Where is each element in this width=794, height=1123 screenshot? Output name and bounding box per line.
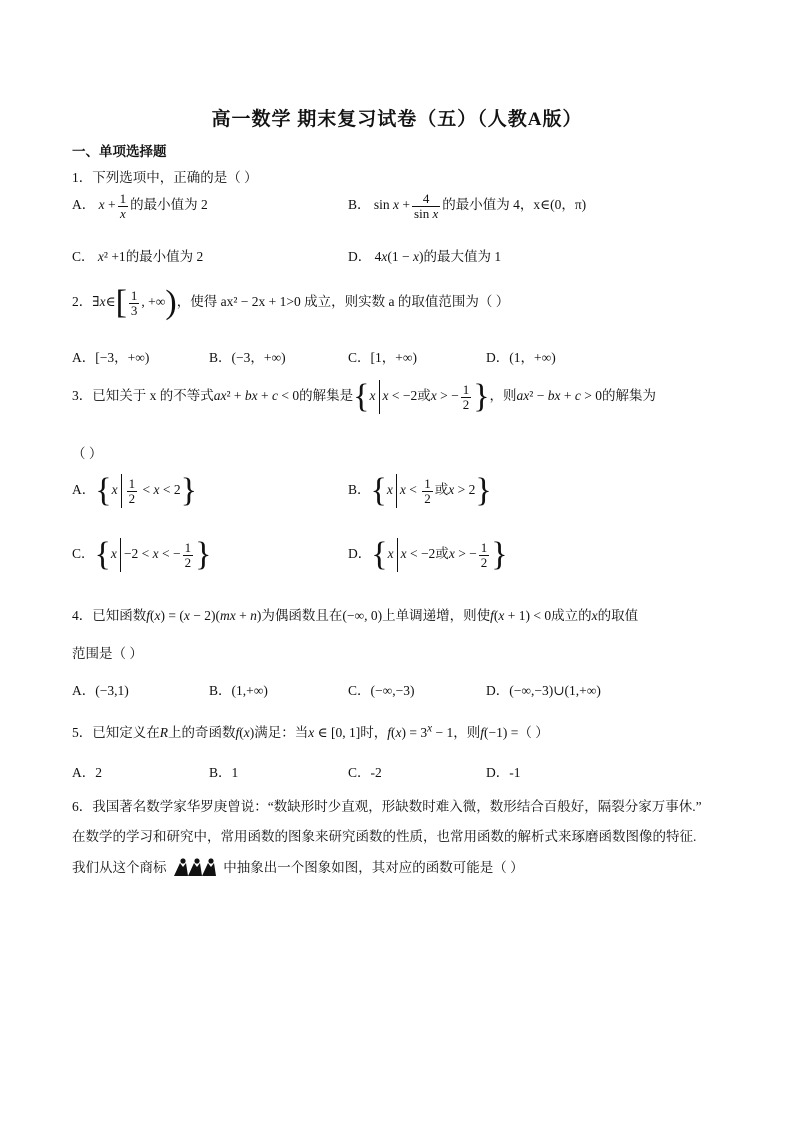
q3-stem: 3．已知关于 x 的不等式ax² + bx + c < 0的解集是{x x < −2或x > − $\frac{1}{2}$ }，则ax² − bx + c > 0的解集为 xyxy=(72,378,656,415)
q6-line1: 6．我国著名数学家华罗庚曾说：“数缺形时少直观，形缺数时难入微，数形结合百般好，隔裂分家万事休.” xyxy=(72,799,702,814)
q1-option-a-text: 的最小值为 2 xyxy=(130,197,208,213)
q5-stem-a: 5．已知定义在 xyxy=(72,725,160,740)
q1-option-d-label: D． xyxy=(348,249,372,264)
q1-option-b: B． sin x + $\frac{4}{\text{sin x}}$ 的最小值为 4，x∈(0，π) xyxy=(348,191,587,221)
q3-option-b: B．{x x < $\frac{1}{2}$ 或x > 2} xyxy=(348,472,492,509)
q5-stem-e: ，则 xyxy=(453,725,481,740)
q2-option-d: D．(1，+∞) xyxy=(486,350,556,365)
q4-stem-a: 4．已知函数 xyxy=(72,608,147,623)
q4-stem: 4．已知函数f(x) = (x − 2)(mx + n)为偶函数且在(−∞, 0)上单调递增，则使f(x + 1) < 0成立的x的取值 xyxy=(72,608,639,623)
q4-stem-b: 为偶函数且在 xyxy=(261,608,343,623)
q2-option-a: A．[−3，+∞) xyxy=(72,350,150,365)
q2-stem: 2．∃x∈[ $\frac{1}{3}$ , +∞)，使得 ax² − 2x + 1>0 成立，则实数 a 的取值范围为（ ） xyxy=(72,284,510,321)
q2-option-b: B．(−3，+∞) xyxy=(209,350,286,365)
q4-stem-d: 成立的 xyxy=(551,608,592,623)
q3-stem-prefix: 3．已知关于 x 的不等式 xyxy=(72,388,214,404)
kappa-logo-icon xyxy=(172,857,218,881)
q5-stem-b: 上的奇函数 xyxy=(168,725,236,740)
q4-stem-e: 的取值 xyxy=(597,608,639,623)
q1-option-d-text: 的最大值为 1 xyxy=(423,249,502,264)
q1-option-c: C． x² +1的最小值为 2 xyxy=(72,249,204,264)
q5-option-c: C．-2 xyxy=(348,765,382,780)
q3-option-d: D．{x x < −2或x > − $\frac{1}{2}$ } xyxy=(348,536,508,573)
q6-line3 xyxy=(72,856,524,881)
q5-stem-c: 满足：当 xyxy=(254,725,309,740)
q1-option-b-text: 的最小值为 4，x∈(0，π) xyxy=(442,197,587,213)
q1-option-b-label: B． xyxy=(348,197,371,213)
q4-stem-line2: 范围是（ ） xyxy=(72,646,143,661)
q5-option-d: D．-1 xyxy=(486,765,521,780)
q4-option-c: C．(−∞,−3) xyxy=(348,683,415,698)
q6-line3a: 我们从这个商标 xyxy=(72,860,167,875)
q3-option-c: C．{x −2 < x < − $\frac{1}{2}$ } xyxy=(72,536,212,573)
q3-stem-mid: 的解集是 xyxy=(299,388,354,404)
q4-option-a: A．(−3,1) xyxy=(72,683,129,698)
q6-line3b: 中抽象出一个图象如图，其对应的函数可能是（ ） xyxy=(223,860,524,875)
q3-stem-end: 的解集为 xyxy=(601,388,656,404)
q5-stem-d: 时， xyxy=(360,725,388,740)
q4-option-b: B．(1,+∞) xyxy=(209,683,268,698)
page-title: 高一数学 期末复习试卷（五）（人教A版） xyxy=(211,109,583,130)
section-heading: 一、单项选择题 xyxy=(72,144,167,159)
q5-option-a: A．2 xyxy=(72,765,102,780)
q1-stem: 1．下列选项中，正确的是（ ） xyxy=(72,170,258,185)
q5-stem-f: （ ） xyxy=(518,725,549,740)
q3-paren: （ ） xyxy=(72,446,103,461)
q1-option-c-text: 的最小值为 2 xyxy=(125,249,204,264)
q2-option-c: C．[1，+∞) xyxy=(348,350,417,365)
q3-stem-suffix: ，则 xyxy=(489,388,517,404)
q4-stem-c: 上单调递增，则使 xyxy=(382,608,491,623)
q6-line2: 在数学的学习和研究中，常用函数的图象来研究函数的性质，也常用函数的解析式来琢磨函数图像的特征. xyxy=(72,829,697,844)
q4-option-d: D．(−∞,−3)∪(1,+∞) xyxy=(486,683,601,698)
q2-stem-text: ，使得 ax² − 2x + 1>0 成立，则实数 a 的取值范围为（ ） xyxy=(176,294,510,310)
q1-option-d: D． 4x(1 − x)的最大值为 1 xyxy=(348,249,502,264)
q5-option-b: B．1 xyxy=(209,765,239,780)
q1-option-a-label: A． xyxy=(72,197,96,213)
q5-stem: 5．已知定义在R上的奇函数f(x)满足：当x ∈ [0, 1]时，$f(x) = 3^x - 1$，则f(−1) =（ ） xyxy=(72,722,549,740)
q1-option-a: A． x + $\frac{1}{x}$ 的最小值为 2 xyxy=(72,191,208,221)
q1-option-c-label: C． xyxy=(72,249,95,264)
q3-option-a: A．{x $\frac{1}{2}$ < x < 2} xyxy=(72,472,197,509)
